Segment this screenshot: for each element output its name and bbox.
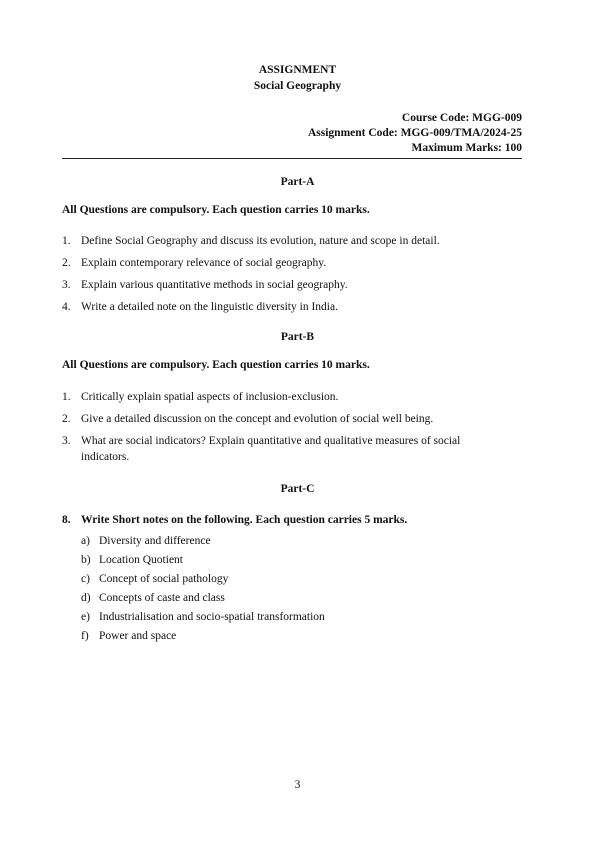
item-text: Power and space	[99, 630, 177, 642]
item-letter: a)	[81, 535, 90, 547]
part-b-heading: Part-B	[280, 331, 315, 343]
header-divider	[62, 158, 522, 159]
question-number: 2.	[62, 257, 71, 269]
item-text: Concepts of caste and class	[99, 592, 225, 604]
item-letter: b)	[81, 554, 91, 566]
question-text: Give a detailed discussion on the concept and evolution of social well being.	[81, 413, 434, 425]
part-a-heading: Part-A	[280, 176, 315, 188]
item-letter: d)	[81, 592, 91, 604]
part-b-instruction: All Questions are compulsory. Each question carries 10 marks.	[62, 359, 370, 371]
question-number: 2.	[62, 413, 71, 425]
question-text: Define Social Geography and discuss its evolution, nature and scope in detail.	[81, 235, 440, 247]
assignment-code: Assignment Code: MGG-009/TMA/2024-25	[307, 127, 522, 139]
item-text: Industrialisation and socio-spatial transformation	[99, 611, 325, 623]
question-text: What are social indicators? Explain quantitative and qualitative measures of social indicators.	[81, 435, 461, 463]
question-text: Critically explain spatial aspects of inclusion-exclusion.	[81, 391, 339, 403]
assignment-title: ASSIGNMENT	[258, 64, 337, 76]
item-text: Location Quotient	[99, 554, 183, 566]
course-code: Course Code: MGG-009	[401, 112, 522, 124]
question-text: Explain contemporary relevance of social geography.	[81, 257, 327, 269]
part-c-instruction: Write Short notes on the following. Each question carries 5 marks.	[81, 514, 408, 526]
page-number: 3	[294, 779, 301, 791]
item-text: Diversity and difference	[99, 535, 211, 547]
course-subtitle: Social Geography	[253, 80, 342, 92]
question-number: 8.	[62, 514, 71, 526]
question-number: 4.	[62, 301, 71, 313]
question-text: Explain various quantitative methods in social geography.	[81, 279, 348, 291]
item-letter: e)	[81, 611, 90, 623]
question-number: 1.	[62, 235, 71, 247]
question-number: 3.	[62, 279, 71, 291]
part-c-heading: Part-C	[280, 483, 315, 495]
item-letter: f)	[81, 630, 89, 642]
question-number: 3.	[62, 435, 71, 447]
item-text: Concept of social pathology	[99, 573, 229, 585]
part-a-instruction: All Questions are compulsory. Each question carries 10 marks.	[62, 204, 370, 216]
question-number: 1.	[62, 391, 71, 403]
maximum-marks: Maximum Marks: 100	[411, 142, 522, 154]
part-c-instruction-line	[62, 514, 407, 526]
question-text: Write a detailed note on the linguistic diversity in India.	[81, 301, 338, 313]
item-letter: c)	[81, 573, 90, 585]
